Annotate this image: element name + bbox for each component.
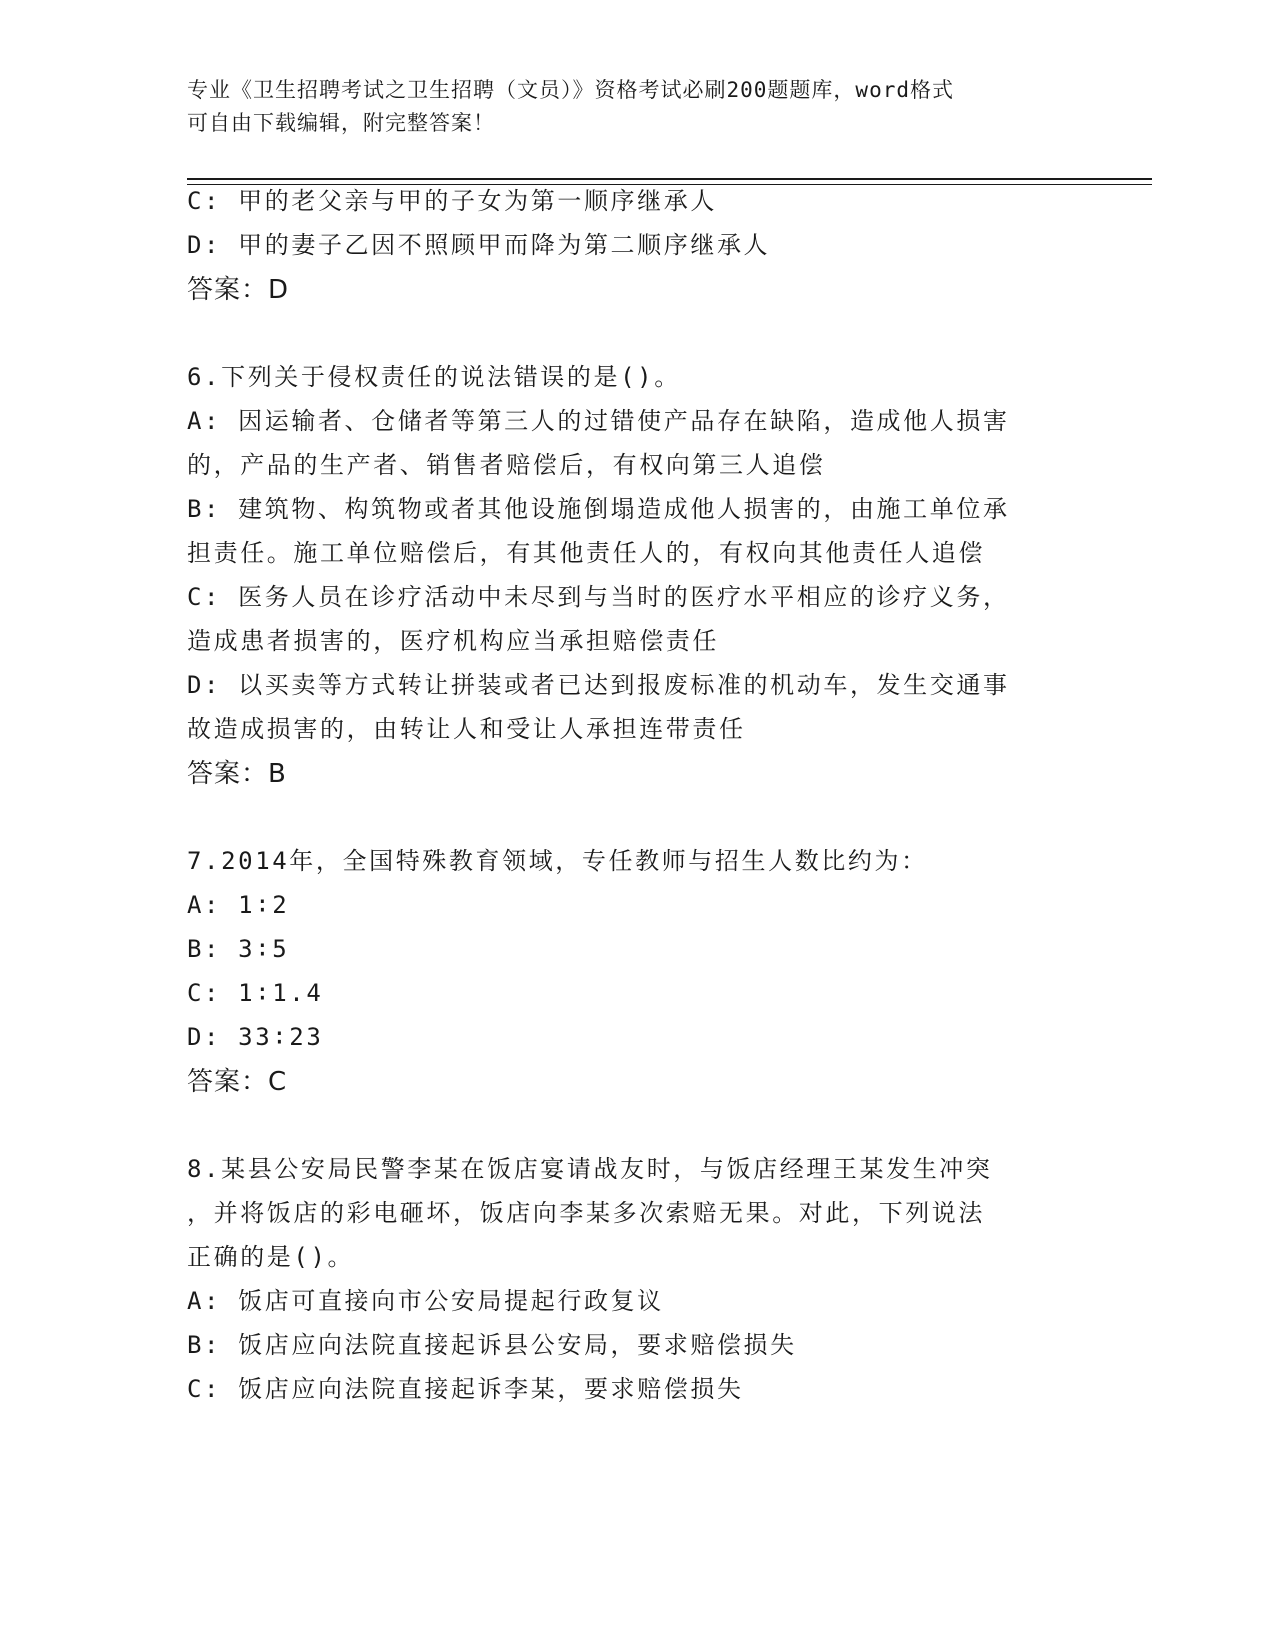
header-divider-thin xyxy=(187,184,1152,185)
q7-question: 7.2014年，全国特殊教育领域，专任教师与招生人数比约为： xyxy=(187,847,928,875)
q6-answer: 答案：B xyxy=(187,759,287,789)
q6-option-b-line-1: B: 建筑物、构筑物或者其他设施倒塌造成他人损害的，由施工单位承 xyxy=(187,495,1010,523)
q6-option-c-line-2: 造成患者损害的，医疗机构应当承担赔偿责任 xyxy=(187,627,719,655)
q6-option-d-line-2: 故造成损害的，由转让人和受让人承担连带责任 xyxy=(187,715,746,743)
q6-question: 6.下列关于侵权责任的说法错误的是()。 xyxy=(187,363,681,391)
page-header xyxy=(187,74,1087,140)
q5-option-d: D: 甲的妻子乙因不照顾甲而降为第二顺序继承人 xyxy=(187,231,771,259)
q8-question-line-3: 正确的是()。 xyxy=(187,1243,355,1271)
q5-answer: 答案：D xyxy=(187,275,290,305)
q7-option-a: A: 1∶2 xyxy=(187,891,290,919)
q7-option-d: D: 33∶23 xyxy=(187,1023,324,1051)
q7-option-b: B: 3∶5 xyxy=(187,935,290,963)
header-title-line-1: 专业《卫生招聘考试之卫生招聘（文员）》资格考试必刷200题题库，word格式 xyxy=(187,78,954,102)
q8-question-line-2: ，并将饭店的彩电砸坏，饭店向李某多次索赔无果。对此，下列说法 xyxy=(187,1199,985,1227)
q6-option-d-line-1: D: 以买卖等方式转让拼装或者已达到报废标准的机动车，发生交通事 xyxy=(187,671,1010,699)
header-divider-thick xyxy=(187,178,1152,180)
q6-option-c-line-1: C: 医务人员在诊疗活动中未尽到与当时的医疗水平相应的诊疗义务， xyxy=(187,583,1010,611)
q6-option-b-line-2: 担责任。施工单位赔偿后，有其他责任人的，有权向其他责任人追偿 xyxy=(187,539,985,567)
q6-option-a-line-1: A: 因运输者、仓储者等第三人的过错使产品存在缺陷，造成他人损害 xyxy=(187,407,1010,435)
q8-option-b: B: 饭店应向法院直接起诉县公安局，要求赔偿损失 xyxy=(187,1331,797,1359)
q5-option-c: C: 甲的老父亲与甲的子女为第一顺序继承人 xyxy=(187,187,717,215)
header-title-line-2: 可自由下载编辑，附完整答案！ xyxy=(187,111,495,135)
q8-question-line-1: 8.某县公安局民警李某在饭店宴请战友时，与饭店经理王某发生冲突 xyxy=(187,1155,993,1183)
q7-answer: 答案：C xyxy=(187,1067,288,1097)
q8-option-a: A: 饭店可直接向市公安局提起行政复议 xyxy=(187,1287,664,1315)
q8-option-c: C: 饭店应向法院直接起诉李某，要求赔偿损失 xyxy=(187,1375,744,1403)
q7-option-c: C: 1∶1.4 xyxy=(187,979,324,1007)
q6-option-a-line-2: 的，产品的生产者、销售者赔偿后，有权向第三人追偿 xyxy=(187,451,826,479)
